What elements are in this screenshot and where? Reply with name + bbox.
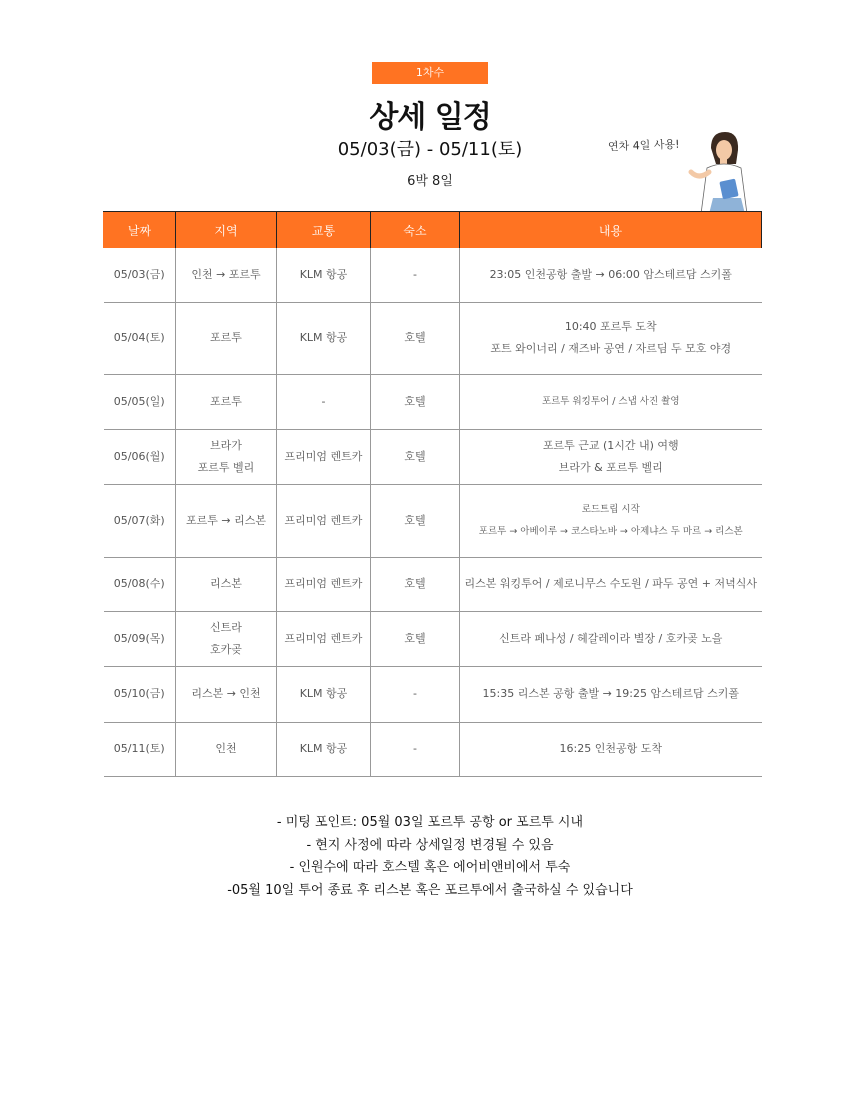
round-badge: 1차수: [372, 62, 488, 84]
cell-content-line: 15:35 리스본 공항 출발 → 19:25 암스테르담 스키폴: [482, 687, 739, 700]
cell-region: [176, 611, 277, 666]
cell-date: 05/09(목): [104, 611, 176, 666]
cell-content: [460, 611, 762, 666]
cell-content: [460, 248, 762, 302]
cell-stay: 호텔: [371, 557, 460, 611]
table-row: [104, 484, 762, 557]
cell-region-line: 포르투: [210, 331, 242, 344]
cell-region-line: 인천: [215, 742, 237, 755]
schedule-table: [103, 211, 762, 777]
header-region: 지역: [176, 212, 277, 249]
cell-date: 05/03(금): [104, 248, 176, 302]
cell-content-line: 포르투 워킹투어 / 스냅 사진 촬영: [541, 395, 680, 407]
trip-duration: 6박 8일: [407, 174, 453, 189]
cell-content-line: 리스본 워킹투어 / 제로니무스 수도원 / 파두 공연 + 저녁식사: [464, 577, 757, 590]
cell-content-line: 23:05 인천공항 출발 → 06:00 암스테르담 스키폴: [489, 267, 732, 281]
notes-block: [0, 812, 860, 902]
cell-content-line: 포트 와이너리 / 재즈바 공연 / 자르딤 두 모호 야경: [490, 342, 732, 355]
cell-content-line: 16:25 인천공항 도착: [559, 742, 662, 755]
cell-region-line: 포르투 벨리: [197, 460, 255, 474]
page-title: 상세 일정: [369, 100, 491, 135]
cell-date: 05/07(화): [104, 484, 176, 557]
header-date: 날짜: [104, 212, 176, 249]
person-illustration: [683, 128, 763, 214]
table-row: [104, 374, 762, 429]
cell-region: [176, 248, 277, 302]
cell-transport: 프리미엄 렌트카: [277, 429, 371, 484]
cell-region-line: 리스본 → 인천: [191, 687, 261, 700]
cell-content-line: 포르투 근교 (1시간 내) 여행: [542, 438, 679, 452]
date-range: 05/03(금) - 05/11(토): [337, 139, 523, 160]
cell-region: [176, 429, 277, 484]
table-header-row: [104, 212, 762, 249]
cell-content-line: 신트라 페나성 / 헤갈레이라 별장 / 호카곶 노을: [499, 631, 723, 645]
cell-transport: -: [277, 374, 371, 429]
side-note: 연차 4일 사용!: [607, 137, 680, 154]
cell-stay: -: [371, 248, 460, 302]
cell-date: 05/06(월): [104, 429, 176, 484]
cell-region: [176, 302, 277, 374]
table-row: [104, 557, 762, 611]
cell-transport: 프리미엄 렌트카: [277, 484, 371, 557]
cell-date: 05/05(일): [104, 374, 176, 429]
cell-date: 05/10(금): [104, 666, 176, 722]
cell-date: 05/04(토): [104, 302, 176, 374]
cell-transport: KLM 항공: [277, 302, 371, 374]
cell-content-line: 로드트립 시작: [581, 503, 640, 515]
cell-stay: 호텔: [371, 484, 460, 557]
cell-content: [460, 557, 762, 611]
note-line: - 인원수에 따라 호스텔 혹은 에어비앤비에서 투숙: [289, 860, 571, 875]
table-row: [104, 666, 762, 722]
cell-content-line: 포르투 → 아베이루 → 코스타노바 → 아제냐스 두 마르 → 리스본: [478, 525, 743, 537]
cell-date: 05/11(토): [104, 722, 176, 776]
cell-region-line: 브라가: [210, 438, 242, 452]
cell-stay: 호텔: [371, 302, 460, 374]
table-row: [104, 429, 762, 484]
note-line: - 미팅 포인트: 05월 03일 포르투 공항 or 포르투 시내: [276, 815, 584, 830]
cell-region-line: 인천 → 포르투: [191, 267, 261, 281]
cell-content: [460, 374, 762, 429]
cell-region: [176, 666, 277, 722]
cell-transport: KLM 항공: [277, 666, 371, 722]
table-row: [104, 302, 762, 374]
header-stay: 숙소: [371, 212, 460, 249]
table-row: [104, 611, 762, 666]
note-line: - 현지 사정에 따라 상세일정 변경될 수 있음: [306, 837, 554, 853]
cell-region: [176, 484, 277, 557]
cell-region-line: 포르투 → 리스본: [186, 513, 266, 527]
table-row: [104, 248, 762, 302]
cell-region-line: 리스본: [210, 577, 242, 590]
cell-stay: 호텔: [371, 429, 460, 484]
cell-content-line: 브라가 & 포르투 벨리: [558, 460, 663, 474]
cell-transport: KLM 항공: [277, 722, 371, 776]
cell-region: [176, 557, 277, 611]
header-content: 내용: [460, 212, 762, 249]
cell-content: [460, 484, 762, 557]
cell-date: 05/08(수): [104, 557, 176, 611]
cell-content: [460, 302, 762, 374]
cell-content: [460, 722, 762, 776]
cell-content-line: 10:40 포르투 도착: [564, 320, 657, 333]
cell-stay: -: [371, 666, 460, 722]
cell-region-line: 신트라: [210, 620, 242, 634]
table-row: [104, 722, 762, 776]
cell-region-line: 호카곶: [210, 642, 242, 656]
cell-region: [176, 374, 277, 429]
header-transport: 교통: [277, 212, 371, 249]
cell-content: [460, 429, 762, 484]
cell-region-line: 포르투: [210, 394, 242, 408]
cell-content: [460, 666, 762, 722]
cell-transport: KLM 항공: [277, 248, 371, 302]
cell-stay: 호텔: [371, 374, 460, 429]
cell-transport: 프리미엄 렌트카: [277, 611, 371, 666]
cell-transport: 프리미엄 렌트카: [277, 557, 371, 611]
cell-stay: 호텔: [371, 611, 460, 666]
note-line: -05월 10일 투어 종료 후 리스본 혹은 포르투에서 출국하실 수 있습니다: [227, 882, 633, 898]
cell-stay: -: [371, 722, 460, 776]
cell-region: [176, 722, 277, 776]
